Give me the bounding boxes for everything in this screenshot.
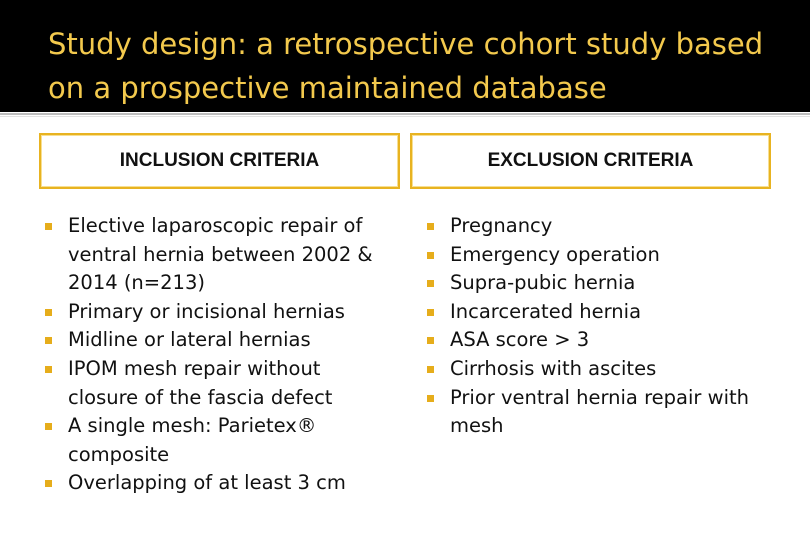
square-bullet-icon (427, 252, 434, 259)
inclusion-criteria-item (40, 355, 390, 412)
square-bullet-icon (45, 309, 52, 316)
exclusion-criteria-item (422, 212, 782, 241)
inclusion-criteria-text: Overlapping of at least 3 cm (68, 471, 346, 495)
square-bullet-icon (45, 480, 52, 487)
exclusion-criteria-list (422, 212, 782, 441)
inclusion-criteria-item (40, 412, 390, 469)
exclusion-criteria-item (422, 326, 782, 355)
inclusion-criteria-item (40, 298, 390, 327)
exclusion-criteria-item (422, 241, 782, 270)
inclusion-criteria-text: A single mesh: Parietex® composite (68, 414, 317, 466)
inclusion-criteria-item (40, 212, 390, 298)
square-bullet-icon (427, 337, 434, 344)
inclusion-criteria-text: Elective laparoscopic repair of ventral hernia between 2002 & 2014 (n=213) (68, 214, 373, 295)
square-bullet-icon (427, 366, 434, 373)
exclusion-criteria-text: ASA score > 3 (450, 328, 590, 352)
inclusion-criteria-list (40, 212, 390, 498)
exclusion-criteria-item (422, 384, 782, 441)
exclusion-criteria-text: Emergency operation (450, 242, 660, 266)
square-bullet-icon (45, 366, 52, 373)
title-divider-light (0, 116, 810, 117)
exclusion-criteria-heading: EXCLUSION CRITERIA (487, 150, 694, 171)
title-bar (0, 0, 810, 112)
square-bullet-icon (427, 223, 434, 230)
exclusion-criteria-text: Prior ventral hernia repair with mesh (450, 385, 749, 438)
inclusion-criteria-text: Primary or incisional hernias (68, 299, 345, 323)
inclusion-criteria-heading: INCLUSION CRITERIA (119, 150, 320, 171)
exclusion-criteria-header (410, 133, 771, 189)
exclusion-criteria-item (422, 355, 782, 384)
square-bullet-icon (45, 337, 52, 344)
square-bullet-icon (427, 309, 434, 316)
square-bullet-icon (427, 395, 434, 402)
slide-title: Study design: a retrospective cohort study based on a prospective maintained database (48, 27, 764, 105)
square-bullet-icon (427, 280, 434, 287)
exclusion-criteria-text: Supra-pubic hernia (450, 271, 636, 295)
exclusion-criteria-text: Incarcerated hernia (450, 299, 642, 323)
inclusion-criteria-text: Midline or lateral hernias (68, 328, 311, 352)
inclusion-criteria-header (39, 133, 400, 189)
exclusion-criteria-item (422, 298, 782, 327)
inclusion-criteria-text: IPOM mesh repair without closure of the fascia defect (68, 356, 333, 409)
exclusion-criteria-text: Pregnancy (450, 214, 553, 237)
exclusion-criteria-text: Cirrhosis with ascites (450, 356, 657, 380)
inclusion-criteria-item (40, 326, 390, 355)
exclusion-criteria-item (422, 269, 782, 298)
square-bullet-icon (45, 423, 52, 430)
square-bullet-icon (45, 223, 52, 230)
inclusion-criteria-item (40, 469, 390, 498)
title-divider (0, 113, 810, 115)
